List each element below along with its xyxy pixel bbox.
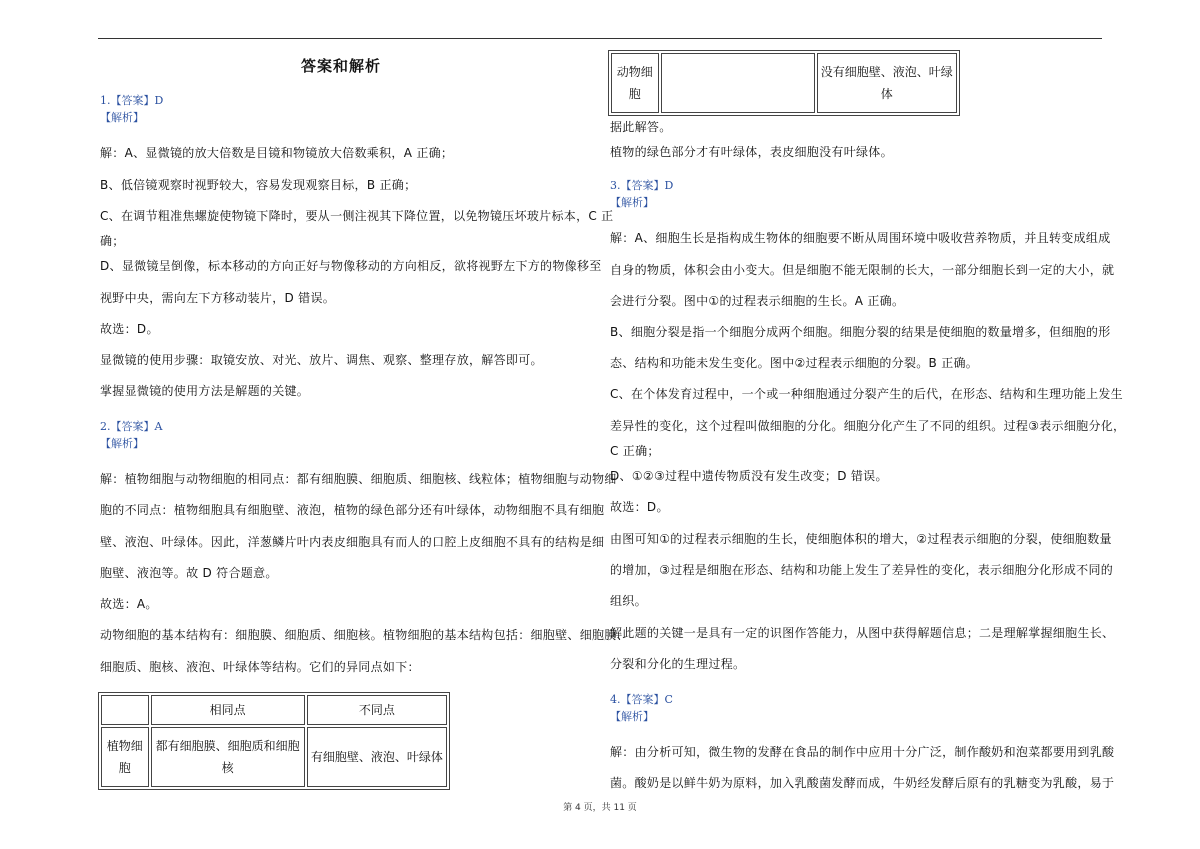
q1-line: 解：A、显微镜的放大倍数是目镜和物镜放大倍数乘积，A 正确； xyxy=(100,146,454,160)
q3-line: 分裂和分化的生理过程。 xyxy=(610,657,746,671)
cell-line: 都有细胞膜、细胞质和细胞 xyxy=(155,739,300,753)
q4-answer: 4.【答案】C xyxy=(610,693,673,706)
q3-line: 解：A、细胞生长是指构成生物体的细胞要不断从周围环境中吸收营养物质，并且转变成组成 xyxy=(610,231,1111,245)
q2-analysis-label: 【解析】 xyxy=(100,437,144,450)
cell-line: 没有细胞壁、液泡、叶绿 xyxy=(820,65,953,79)
table-header-row xyxy=(101,695,447,725)
row-label-line: 胞 xyxy=(628,87,641,101)
q3-line: 差异性的变化，这个过程叫做细胞的分化。细胞分化产生了不同的组织。过程③表示细胞分化， xyxy=(610,419,1126,433)
row-label-line: 植物细 xyxy=(106,739,143,753)
q3-line: C、在个体发育过程中，一个或一种细胞通过分裂产生的后代，在形态、结构和生理功能上发生 xyxy=(610,387,1123,401)
q3-line: 的增加，③过程是细胞在形态、结构和功能上发生了差异性的变化，表示细胞分化形成不同的 xyxy=(610,563,1114,577)
q3-line: 解此题的关键一是具有一定的识图作答能力，从图中获得解题信息；二是理解掌握细胞生长、 xyxy=(610,626,1115,640)
table-row xyxy=(101,727,447,787)
q3-line: 自身的物质，体积会由小变大。但是细胞不能无限制的长大，一部分细胞长到一定的大小，就 xyxy=(610,263,1115,277)
q3-analysis-label: 【解析】 xyxy=(610,196,654,209)
q4-line: 解：由分析可知，微生物的发酵在食品的制作中应用十分广泛，制作酸奶和泡菜都要用到乳酸 xyxy=(610,745,1115,759)
q2-tail-line: 据此解答。 xyxy=(610,120,672,134)
table-cell-same xyxy=(661,53,815,113)
q2-tail-line: 植物的绿色部分才有叶绿体，表皮细胞没有叶绿体。 xyxy=(610,145,893,159)
q2-line: 动物细胞的基本结构有：细胞膜、细胞质、细胞核。植物细胞的基本结构包括：细胞壁、细胞膜、 xyxy=(100,628,629,642)
table-corner-cell xyxy=(101,695,149,725)
q2-line: 故选：A。 xyxy=(100,597,158,611)
cell-line: 核 xyxy=(221,761,234,775)
q2-line: 壁、液泡、叶绿体。因此，洋葱鳞片叶内表皮细胞具有而人的口腔上皮细胞不具有的结构是细 xyxy=(100,535,605,549)
q1-line: 显微镜的使用步骤：取镜安放、对光、放片、调焦、观察、整理存放，解答即可。 xyxy=(100,353,543,367)
cell-line: 体 xyxy=(880,87,893,101)
q2-line: 解：植物细胞与动物细胞的相同点：都有细胞膜、细胞质、细胞核、线粒体；植物细胞与动物细 xyxy=(100,472,617,486)
q3-line: 态、结构和功能未发生变化。图中②过程表示细胞的分裂。B 正确。 xyxy=(610,356,979,370)
q1-analysis-label: 【解析】 xyxy=(100,111,144,124)
row-label-line: 动物细 xyxy=(616,65,653,79)
cell-comparison-table xyxy=(98,692,450,790)
q3-line: C 正确； xyxy=(610,444,660,458)
q4-analysis-label: 【解析】 xyxy=(610,710,654,723)
q1-line: 故选：D。 xyxy=(100,322,159,336)
q2-answer: 2.【答案】A xyxy=(100,420,163,433)
row-label-line: 胞 xyxy=(118,761,131,775)
q1-line: 视野中央，需向左下方移动装片，D 错误。 xyxy=(100,291,336,305)
q4-line: 菌。酸奶是以鲜牛奶为原料，加入乳酸菌发酵而成，牛奶经发酵后原有的乳糖变为乳酸，易于 xyxy=(610,776,1115,790)
table-row-label xyxy=(101,727,149,787)
q3-answer: 3.【答案】D xyxy=(610,179,674,192)
table-cell-diff: 有细胞壁、液泡、叶绿体 xyxy=(307,727,447,787)
page-footer: 第 4 页，共 11 页 xyxy=(563,803,637,813)
q1-line: 确； xyxy=(100,234,125,248)
table-row xyxy=(611,53,957,113)
q3-line: 会进行分裂。图中①的过程表示细胞的生长。A 正确。 xyxy=(610,294,905,308)
q3-line: D、①②③过程中遗传物质没有发生改变；D 错误。 xyxy=(610,469,888,483)
q2-line: 胞的不同点：植物细胞具有细胞壁、液泡，植物的绿色部分还有叶绿体，动物细胞不具有细胞 xyxy=(100,503,605,517)
q3-line: 由图可知①的过程表示细胞的生长，使细胞体积的增大，②过程表示细胞的分裂，使细胞数量 xyxy=(610,532,1112,546)
table-cell-same xyxy=(151,727,305,787)
q1-line: C、在调节粗准焦螺旋使物镜下降时，要从一侧注视其下降位置，以免物镜压坏玻片标本，C 正 xyxy=(100,209,614,223)
table-header-same: 相同点 xyxy=(151,695,305,725)
q3-line: 故选：D。 xyxy=(610,500,669,514)
q3-line: B、细胞分裂是指一个细胞分成两个细胞。细胞分裂的结果是使细胞的数量增多，但细胞的形 xyxy=(610,325,1111,339)
cell-comparison-table-continued xyxy=(608,50,960,116)
q1-answer: 1.【答案】D xyxy=(100,94,164,107)
table-row-label xyxy=(611,53,659,113)
q1-line: B、低倍镜观察时视野较大，容易发现观察目标，B 正确； xyxy=(100,178,417,192)
q3-line: 组织。 xyxy=(610,594,647,608)
header-rule xyxy=(98,38,1102,39)
page-title: 答案和解析 xyxy=(300,57,381,75)
table-cell-diff xyxy=(817,53,957,113)
q1-line: 掌握显微镜的使用方法是解题的关键。 xyxy=(100,384,310,398)
q1-line: D、显微镜呈倒像，标本移动的方向正好与物像移动的方向相反，欲将视野左下方的物像移至 xyxy=(100,259,602,273)
q2-line: 细胞质、胞核、液泡、叶绿体等结构。它们的异同点如下： xyxy=(100,660,420,674)
q2-line: 胞壁、液泡等。故 D 符合题意。 xyxy=(100,566,278,580)
table-header-diff: 不同点 xyxy=(307,695,447,725)
